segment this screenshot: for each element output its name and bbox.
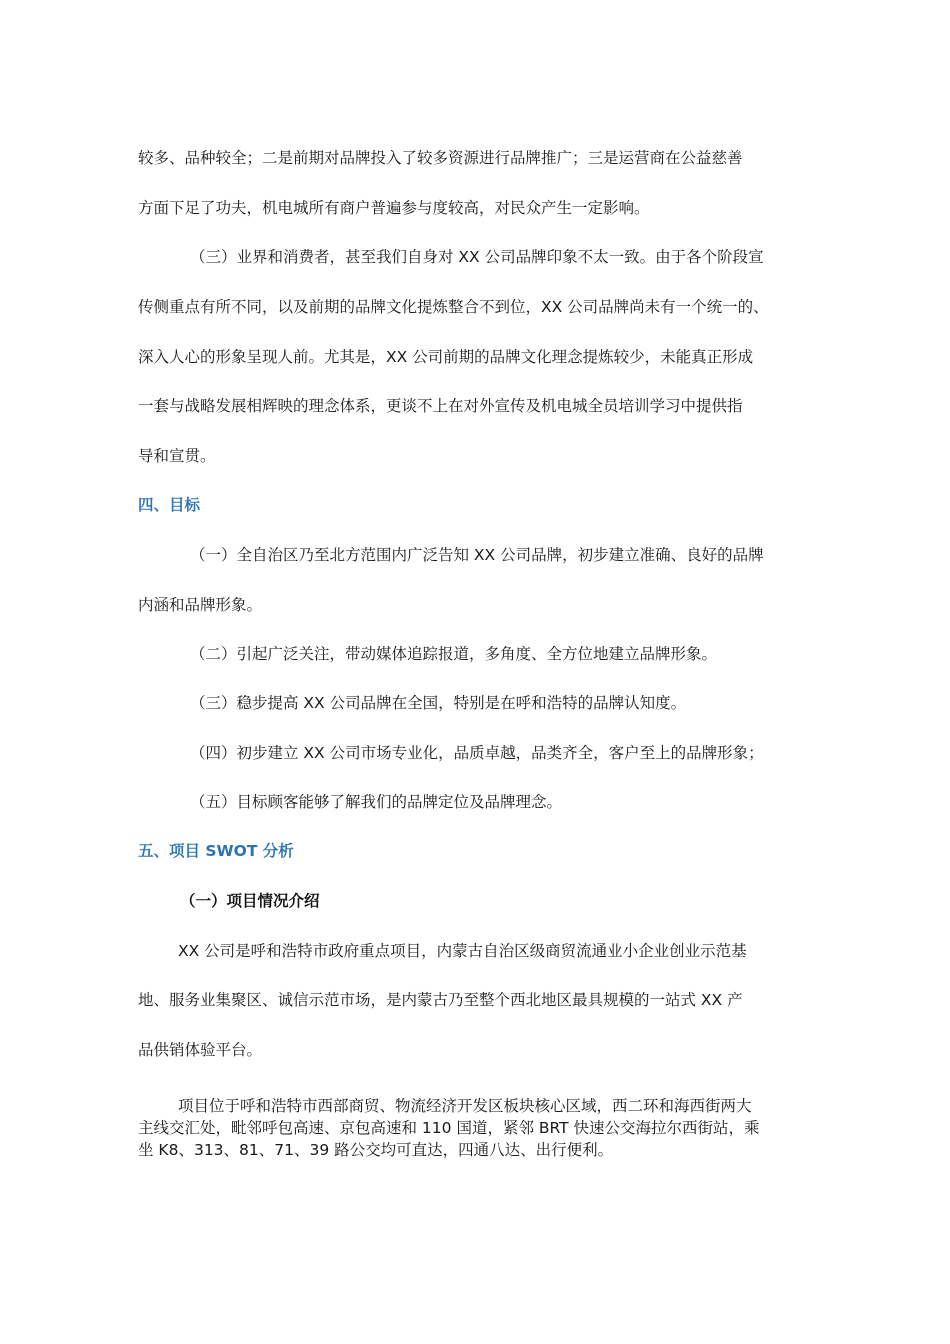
paragraph-line: 一套与战略发展相辉映的理念体系，更谈不上在对外宣传及机电城全员培训学习中提供指 [138,397,743,415]
goal-item: （一）全自治区乃至北方范围内广泛告知 XX 公司品牌，初步建立准确、良好的品牌 [190,546,764,564]
section-heading-goals: 四、目标 [138,496,201,514]
goal-item: （五）目标顾客能够了解我们的品牌定位及品牌理念。 [190,793,563,811]
subsection-heading-project-intro: （一）项目情况介绍 [180,892,320,910]
section-heading-swot: 五、项目 SWOT 分析 [138,842,294,860]
paragraph-line: 传侧重点有所不同，以及前期的品牌文化提炼整合不到位，XX 公司品牌尚未有一个统一的、 [138,298,769,316]
paragraph-line: 导和宣贯。 [138,447,216,465]
paragraph-line: 方面下足了功夫，机电城所有商户普遍参与度较高，对民众产生一定影响。 [138,199,650,217]
goal-item: （四）初步建立 XX 公司市场专业化，品质卓越，品类齐全，客户至上的品牌形象； [190,744,764,762]
paragraph-line: 深入人心的形象呈现人前。尤其是，XX 公司前期的品牌文化理念提炼较少，未能真正形成 [138,348,754,366]
paragraph-line: （三）业界和消费者，甚至我们自身对 XX 公司品牌印象不太一致。由于各个阶段宣 [190,248,764,266]
paragraph-line: 坐 K8、313、81、71、39 路公交均可直达，四通八达、出行便利。 [138,1141,614,1159]
goal-item: 内涵和品牌形象。 [138,596,263,614]
paragraph-line: 地、服务业集聚区、诚信示范市场，是内蒙古乃至整个西北地区最具规模的一站式 XX 产 [138,991,743,1009]
goal-item: （二）引起广泛关注，带动媒体追踪报道，多角度、全方位地建立品牌形象。 [190,645,718,663]
goal-item: （三）稳步提高 XX 公司品牌在全国，特别是在呼和浩特的品牌认知度。 [190,694,687,712]
paragraph-line: 项目位于呼和浩特市西部商贸、物流经济开发区板块核心区域，西二环和海西街两大 [178,1097,752,1115]
paragraph-line: XX 公司是呼和浩特市政府重点项目，内蒙古自治区级商贸流通业小企业创业示范基 [178,942,747,960]
paragraph-line: 较多、品种较全；二是前期对品牌投入了较多资源进行品牌推广；三是运营商在公益慈善 [138,149,743,167]
paragraph-line: 品供销体验平台。 [138,1041,263,1059]
paragraph-line: 主线交汇处，毗邻呼包高速、京包高速和 110 国道，紧邻 BRT 快速公交海拉尔西街站，乘 [138,1119,760,1137]
